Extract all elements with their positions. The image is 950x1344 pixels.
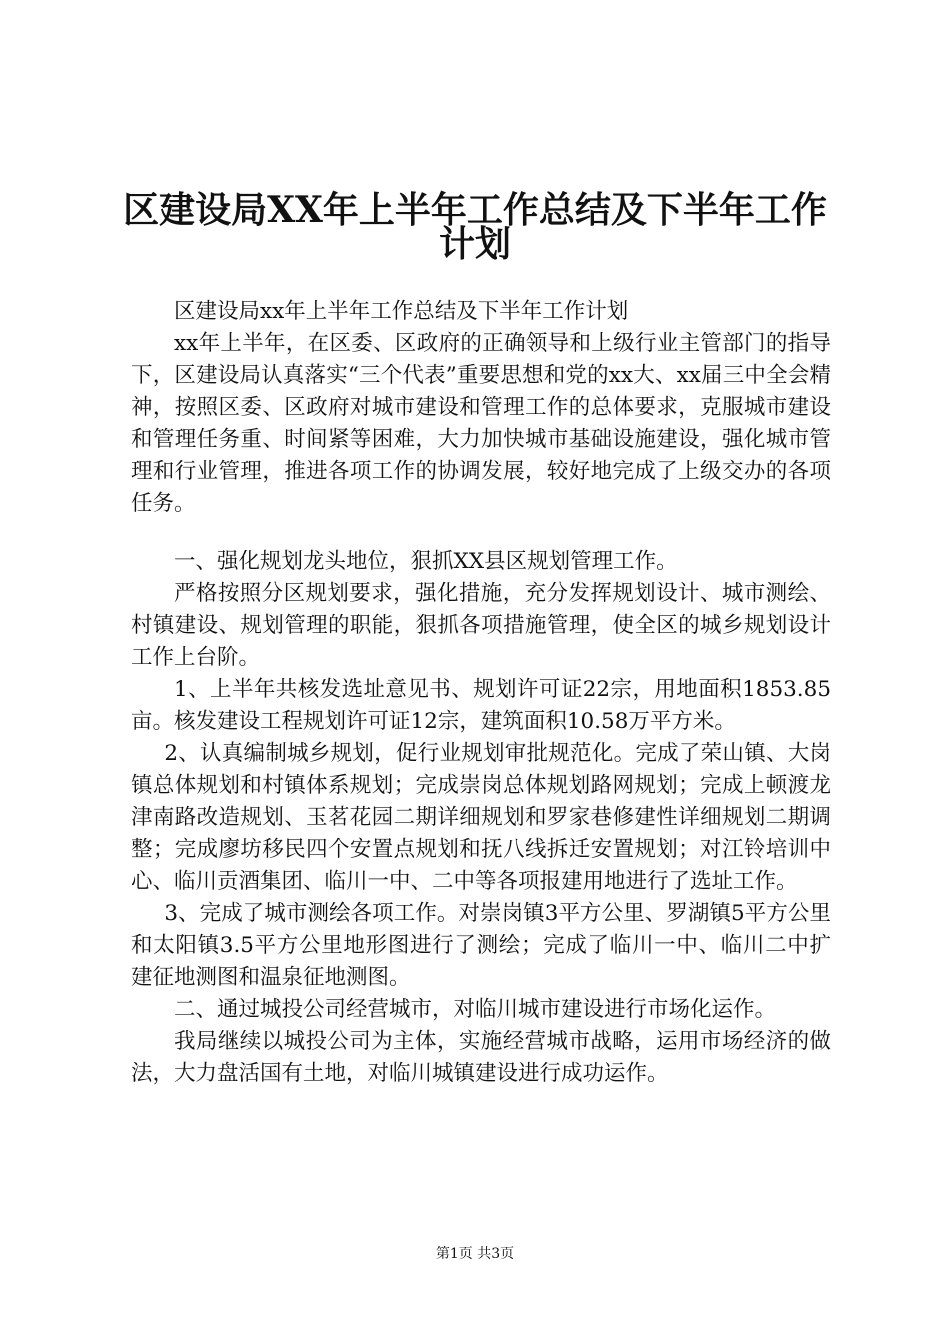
document-title-line2: 计划 — [438, 223, 511, 265]
document-title-line1: 区建设局XX年上半年工作总结及下半年工作 — [123, 189, 827, 231]
section-heading-2: 二、通过城投公司经营城市，对临川城市建设进行市场化运作。 — [174, 997, 777, 1022]
list-item-3: 3、完成了城市测绘各项工作。对崇岗镇3平方公里、罗湖镇5平方公里和太阳镇3.5平方公里地形图进行了测绘；完成了临川一中、临川二中扩建征地测图和温泉征地测图。 — [131, 901, 831, 990]
list-item-1: 1、上半年共核发选址意见书、规划许可证22宗，用地面积1853.85亩。核发建设工程规划许可证12宗，建筑面积10.58万平方米。 — [131, 677, 831, 734]
paragraph-subtitle: 区建设局xx年上半年工作总结及下半年工作计划 — [174, 299, 629, 324]
section-heading-1: 一、强化规划龙头地位，狠抓XX县区规划管理工作。 — [174, 549, 678, 574]
document-body — [131, 296, 831, 1090]
list-item-2: 2、认真编制城乡规划，促行业规划审批规范化。完成了荣山镇、大岗镇总体规划和村镇体系规划；完成崇岗总体规划路网规划；完成上顿渡龙津南路改造规划、玉茗花园二期详细规划和罗家巷修建性详细规划二期调整；完成廖坊移民四个安置点规划和抚八线拆迁安置规划；对江铃培训中心、临川贡酒集团、临川一中、二中等各项报建用地进行了选址工作。 — [131, 741, 831, 894]
paragraph-section-2: 我局继续以城投公司为主体，实施经营城市战略，运用市场经济的做法，大力盘活国有土地，对临川城镇建设进行成功运作。 — [131, 1029, 831, 1086]
paragraph-spacer — [131, 520, 831, 546]
paragraph-section-1: 严格按照分区规划要求，强化措施，充分发挥规划设计、城市测绘、村镇建设、规划管理的职能，狠抓各项措施管理，使全区的城乡规划设计工作上台阶。 — [131, 581, 831, 670]
paragraph-intro: xx年上半年，在区委、区政府的正确领导和上级行业主管部门的指导下，区建设局认真落实“三个代表”重要思想和党的xx大、xx届三中全会精神，按照区委、区政府对城市建设和管理工作的总体要求，克服城市建设和管理任务重、时间紧等困难，大力加快城市基础设施建设，强化城市管理和行业管理，推进各项工作的协调发展，较好地完成了上级交办的各项任务。 — [131, 331, 831, 516]
page-number-footer: 第1页 共3页 — [435, 1246, 515, 1262]
